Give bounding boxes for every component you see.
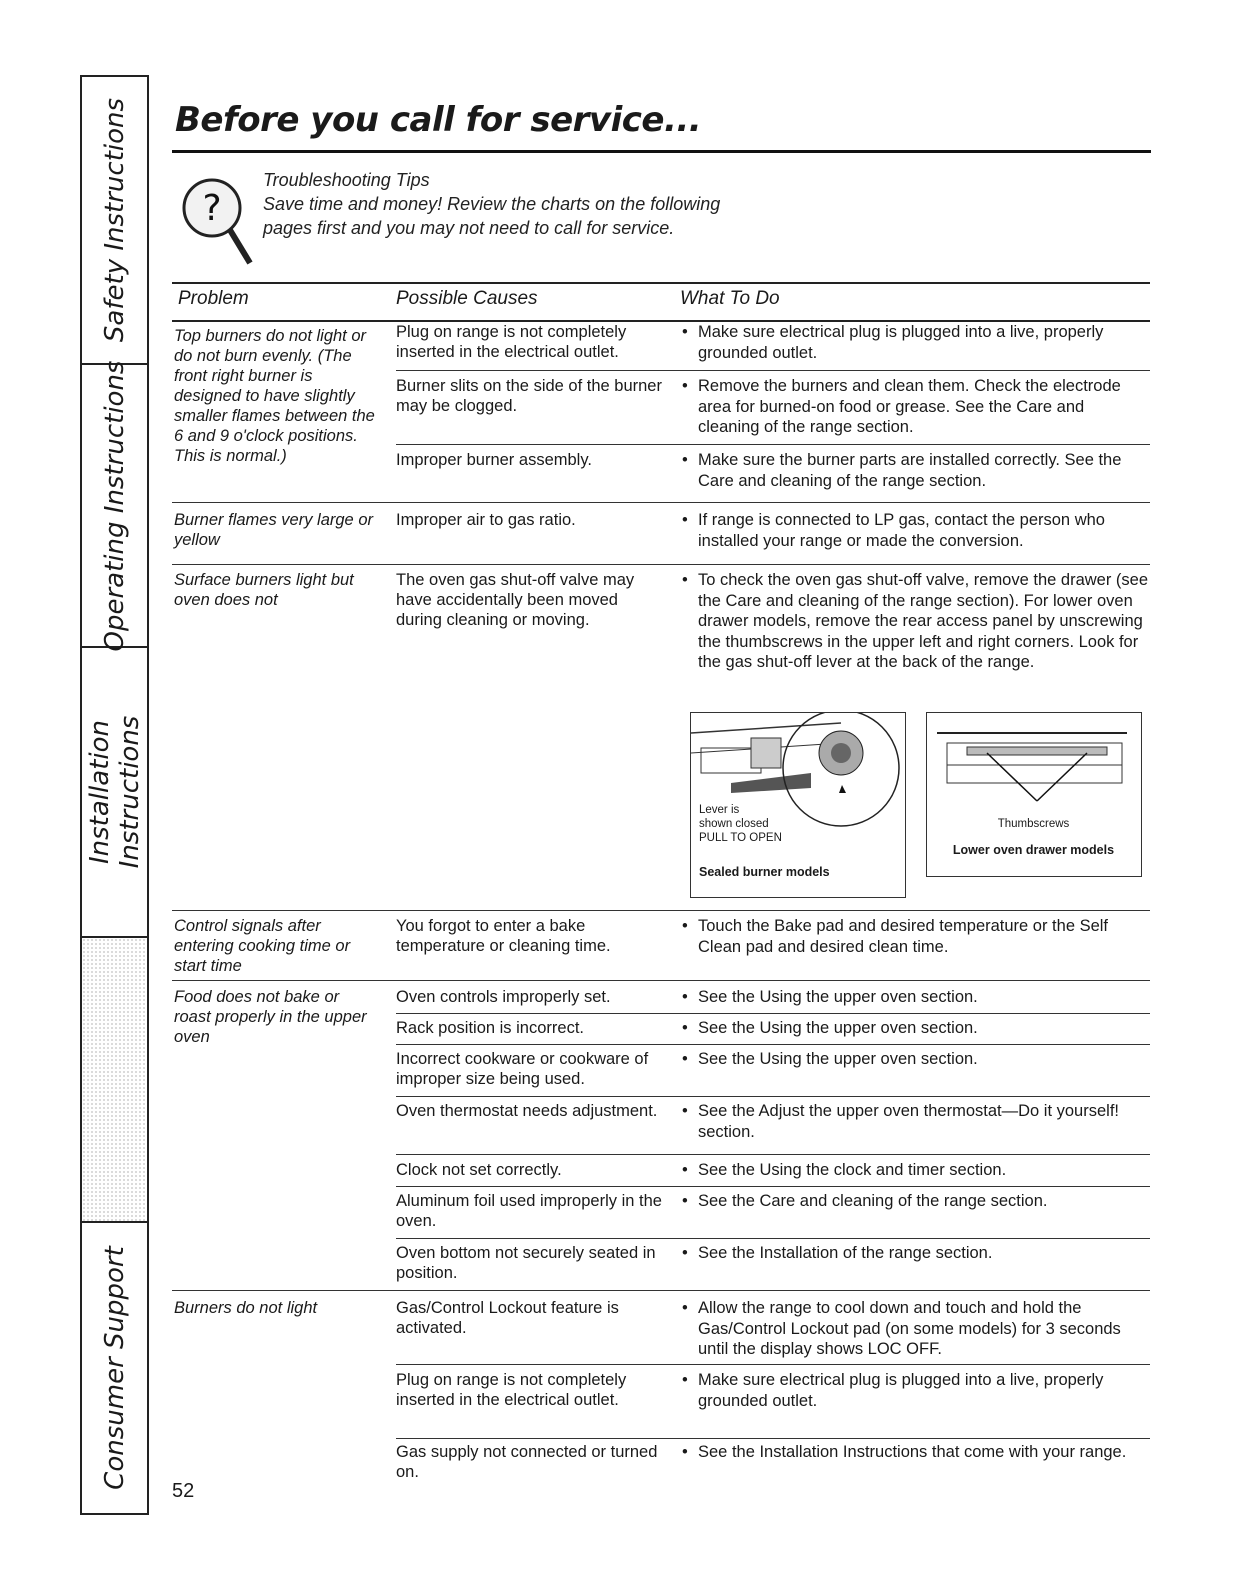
divider [396,1238,1150,1239]
thumbscrews-illustration [927,713,1140,803]
table-header [172,282,1150,322]
problem-cell: Burners do not light [174,1299,318,1317]
problem-cell: Top burners do not light or do not burn evenly. (The front right burner is designed to have slightly smaller flames between the 6 and 9 o'clock positions. This is normal.) [174,327,375,465]
todo-cell: • Remove the burners and clean them. Check the electrode area for burned-on food or grease. See the Care and cleaning of the range section. [680,376,1150,438]
page-number: 52 [172,1480,195,1502]
todo-cell: • To check the oven gas shut-off valve, remove the drawer (see the Care and cleaning of the range section). For lower oven drawer models, remove the rear access panel by unscrewing the thumbscrews in the upper left and right corners. Look for the gas shut-off lever at the back of the range. [680,570,1150,673]
todo-cell: • See the Using the upper oven section. [680,987,1150,1008]
divider [396,1438,1150,1439]
cause-cell: Oven controls improperly set. [396,988,611,1006]
divider [396,1364,1150,1365]
header-causes: Possible Causes [396,288,538,309]
todo-cell: • Touch the Bake pad and desired temperature or the Self Clean pad and desired clean time. [680,916,1150,957]
troubleshooting-tips: Troubleshooting Tips Save time and money! Review the charts on the following pages first and you may not need to call for service. [263,170,721,238]
cause-cell: You forgot to enter a bake temperature or cleaning time. [396,917,611,955]
divider [172,502,1150,503]
todo-cell: • If range is connected to LP gas, contact the person who installed your range or made the conversion. [680,510,1150,551]
cause-cell: Plug on range is not completely inserted in the electrical outlet. [396,323,627,361]
cause-cell: The oven gas shut-off valve may have accidentally been moved during cleaning or moving. [396,571,635,629]
cause-cell: Improper air to gas ratio. [396,511,576,529]
svg-text:?: ? [202,188,222,229]
cause-cell: Rack position is incorrect. [396,1019,584,1037]
cause-cell: Improper burner assembly. [396,451,592,469]
todo-cell: • Make sure electrical plug is plugged into a live, properly grounded outlet. [680,1370,1150,1411]
sealed-burner-figure: Lever is shown closed PULL TO OPEN Sealed burner models [690,712,906,898]
todo-cell: • See the Installation of the range section. [680,1243,1150,1264]
cause-cell: Incorrect cookware or cookware of improper size being used. [396,1050,649,1088]
tab-installation-instructions[interactable]: Installation Instructions [80,648,149,938]
cause-cell: Gas supply not connected or turned on. [396,1443,658,1481]
divider [396,1154,1150,1155]
todo-cell: • See the Care and cleaning of the range section. [680,1191,1150,1212]
header-todo: What To Do [680,288,780,309]
troubleshooting-question-icon [172,168,257,268]
divider [396,444,1150,445]
cause-cell: Plug on range is not completely inserted in the electrical outlet. [396,1371,627,1409]
header-problem: Problem [178,288,249,309]
problem-cell: Surface burners light but oven does not [174,571,354,609]
todo-cell: • See the Installation Instructions that come with your range. [680,1442,1150,1463]
page-title: Before you call for service... [175,100,702,140]
divider [396,370,1150,371]
problem-cell: Burner flames very large or yellow [174,511,373,549]
tab-consumer-support[interactable]: Consumer Support [80,1223,149,1515]
todo-cell: • See the Using the upper oven section. [680,1018,1150,1039]
divider [172,564,1150,565]
divider [396,1096,1150,1097]
cause-cell: Oven thermostat needs adjustment. [396,1102,658,1120]
tab-safety-instructions[interactable]: Safety Instructions [80,75,149,365]
problem-cell: Food does not bake or roast properly in the upper oven [174,988,367,1046]
problem-cell: Control signals after entering cooking time or start time [174,917,351,975]
todo-cell: • See the Using the clock and timer section. [680,1160,1150,1181]
divider [396,1044,1150,1045]
todo-cell: • See the Adjust the upper oven thermostat—Do it yourself! section. [680,1101,1150,1142]
divider [172,980,1150,981]
cause-cell: Gas/Control Lockout feature is activated. [396,1299,619,1337]
section-sidebar [80,75,150,1515]
title-rule [172,150,1151,153]
divider [172,1290,1150,1291]
todo-cell: • Make sure electrical plug is plugged into a live, properly grounded outlet. [680,322,1150,363]
divider [396,1186,1150,1187]
cause-cell: Burner slits on the side of the burner may be clogged. [396,377,662,415]
todo-cell: • Make sure the burner parts are installed correctly. See the Care and cleaning of the range section. [680,450,1150,491]
todo-cell: • Allow the range to cool down and touch and hold the Gas/Control Lockout pad (on some models) for 3 seconds until the display shows LOC OFF. [680,1298,1150,1360]
cause-cell: Oven bottom not securely seated in position. [396,1244,656,1282]
tab-troubleshooting[interactable] [80,938,149,1223]
tab-operating-instructions[interactable]: Operating Instructions [80,365,149,648]
divider [172,910,1150,911]
cause-cell: Aluminum foil used improperly in the oven. [396,1192,662,1230]
todo-cell: • See the Using the upper oven section. [680,1049,1150,1070]
lower-oven-drawer-figure: Thumbscrews Lower oven drawer models [926,712,1142,877]
cause-cell: Clock not set correctly. [396,1161,562,1179]
divider [396,1013,1150,1014]
